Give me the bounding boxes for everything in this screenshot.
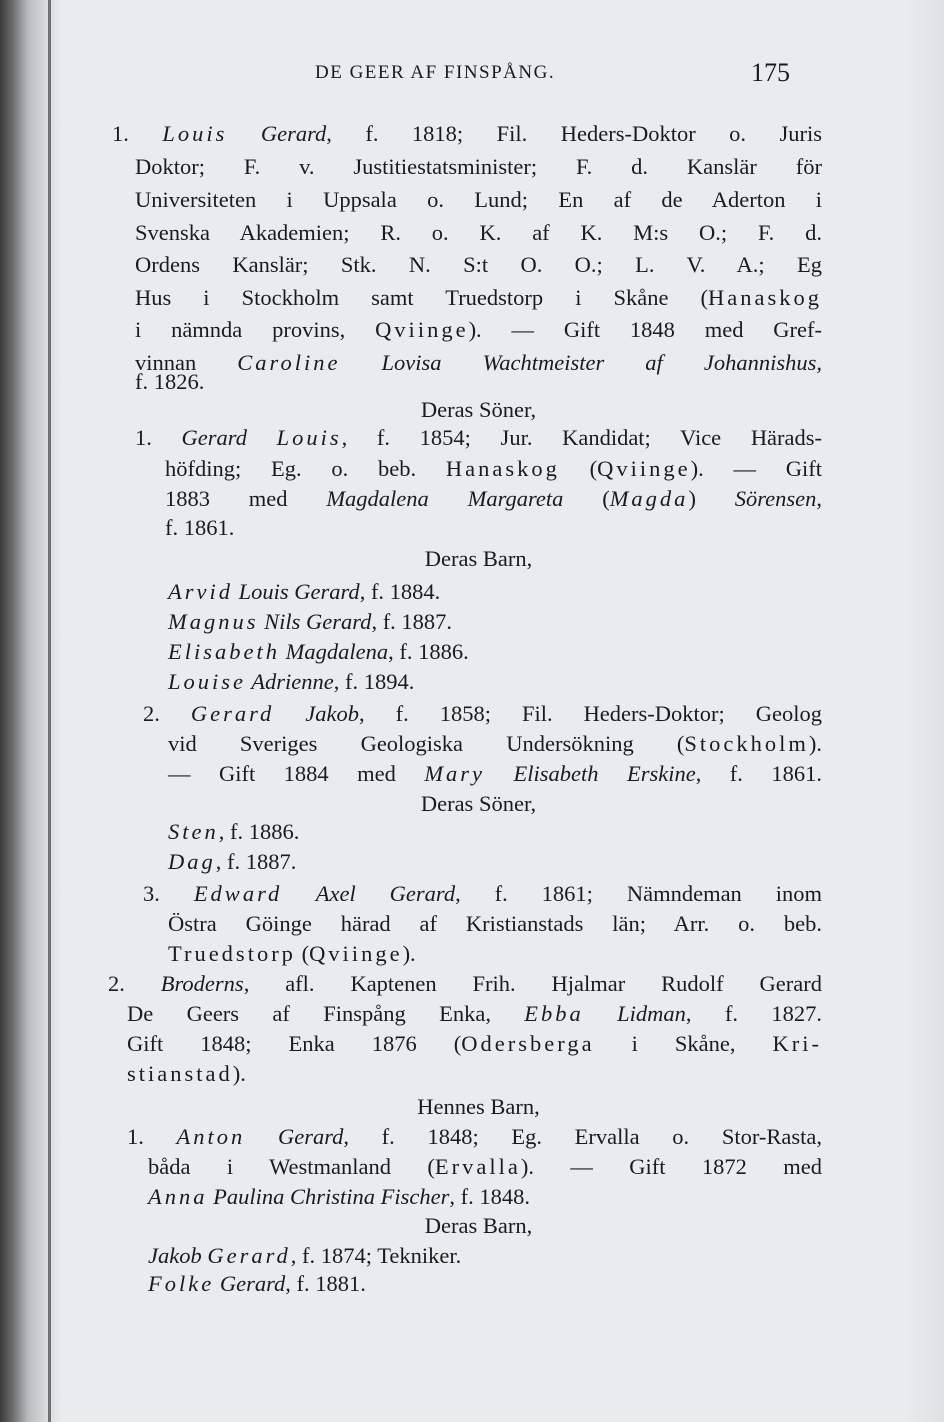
text-line (143, 700, 822, 728)
text-segment (227, 121, 260, 146)
name-text: Ebba (524, 1001, 584, 1026)
text-segment: vinnan (135, 350, 238, 375)
text-segment: Stockholm (684, 731, 809, 756)
text-segment: Truedstorp (168, 941, 296, 966)
text-segment: stianstad (127, 1061, 233, 1086)
text-line (135, 153, 822, 181)
text-segment: , f. 1886. (218, 819, 300, 844)
name-text: Louise (168, 669, 247, 694)
text-segment: Odersberga (461, 1031, 595, 1056)
text-line (148, 1242, 461, 1270)
text-segment: Qviinge (597, 456, 691, 481)
name-text: Sten (168, 819, 219, 844)
text-segment: Hennes Barn, (417, 1094, 540, 1119)
name-text: Magnus (168, 609, 259, 634)
text-line (148, 1153, 822, 1181)
name-text: Edward (193, 881, 283, 906)
name-text: Magda (609, 486, 689, 511)
name-text: Lovisa Wachtmeister af Johannishus, (340, 350, 822, 375)
text-segment: i Skåne, (594, 1031, 773, 1056)
text-segment: Ordens Kanslär; Stk. N. S:t O. O.; L. V. A.; Eg (135, 252, 822, 277)
text-line (135, 186, 822, 214)
text-segment: 1883 med (165, 486, 327, 511)
name-text: Magdalena (280, 639, 389, 664)
text-segment: ) (688, 486, 735, 511)
name-text: Paulina Christina Fischer (207, 1184, 450, 1209)
text-line (135, 1212, 822, 1240)
text-line (135, 284, 822, 312)
name-text: Louis Gerard (233, 579, 360, 604)
text-line (127, 1030, 822, 1058)
name-text: Sörensen (734, 486, 817, 511)
text-line (165, 514, 234, 542)
text-segment: , f. 1887. (215, 849, 297, 874)
text-segment: Kri- (772, 1031, 822, 1056)
text-segment: Ervalla (434, 1154, 521, 1179)
text-line (165, 485, 822, 513)
text-segment: , afl. Kaptenen Frih. Hjalmar Rudolf Gerard (243, 971, 823, 996)
text-segment: ). — Gift 1872 med (520, 1154, 822, 1179)
name-text: Caroline (237, 350, 341, 375)
text-line (148, 1270, 366, 1298)
text-segment: ). (402, 941, 416, 966)
name-text: Elisabeth Erskine (485, 761, 696, 786)
name-text: Dag (168, 849, 216, 874)
text-segment: , f. 1886. (388, 639, 469, 664)
text-line (135, 424, 822, 452)
text-line (148, 1183, 530, 1211)
text-segment: De Geers af Finspång Enka, (127, 1001, 525, 1026)
text-segment: 1. (112, 121, 163, 146)
text-segment: , f. 1884. (359, 579, 441, 604)
name-text: Lidman (583, 1001, 686, 1026)
text-segment: , f. 1881. (285, 1271, 366, 1296)
text-segment: Qviinge (309, 941, 403, 966)
text-line (165, 455, 822, 483)
text-segment: Universiteten i Uppsala o. Lund; En af de Aderton i (135, 187, 822, 212)
text-segment: ). (808, 731, 822, 756)
text-segment: höfding; Eg. o. beb. (165, 456, 446, 481)
text-line (127, 1000, 822, 1028)
text-line (135, 349, 822, 377)
name-text: Nils Gerard (258, 609, 372, 634)
text-line (143, 880, 822, 908)
text-line (168, 730, 822, 758)
text-segment: 1. (135, 425, 182, 450)
text-line (127, 1123, 822, 1151)
name-text: Louis (276, 425, 342, 450)
text-segment: 2. (108, 971, 161, 996)
text-segment: , f. 1861; Nämndeman inom (455, 881, 822, 906)
text-segment: , f. 1854; Jur. Kandidat; Vice Härads- (341, 425, 823, 450)
text-segment: , f. 1874; Tekniker. (290, 1243, 462, 1268)
name-text: Broderns (160, 971, 244, 996)
text-line (168, 760, 822, 788)
text-segment: 3. (143, 881, 194, 906)
text-line (135, 219, 822, 247)
page-header (300, 58, 790, 92)
text-segment: , (816, 486, 822, 511)
name-text: Elisabeth (168, 639, 280, 664)
text-segment: , f. 1861. (695, 761, 822, 786)
text-line (127, 1060, 246, 1088)
text-line (168, 818, 299, 846)
name-text: Arvid (168, 579, 233, 604)
text-segment: i nämnda provins, (135, 317, 376, 342)
text-line (168, 608, 452, 636)
name-text: Anna (148, 1184, 208, 1209)
page-edge (904, 0, 944, 1422)
name-text: Gerard (181, 425, 247, 450)
text-line (112, 120, 822, 148)
name-text: Jakob (274, 701, 359, 726)
text-segment: ). — Gift 1848 med Gref- (468, 317, 822, 342)
text-segment: Hanaskog (708, 285, 822, 310)
text-line (135, 396, 822, 424)
text-segment: Hus i Stockholm samt Truedstorp i Skåne ( (135, 285, 709, 310)
text-segment (247, 425, 277, 450)
running-title: DE GEER AF FINSPÅNG. (315, 62, 556, 83)
text-line (168, 638, 469, 666)
name-text: Gerard (260, 121, 327, 146)
text-segment: Deras Barn, (424, 1213, 533, 1238)
book-spine-shadow (0, 0, 62, 1422)
text-segment: , f. 1894. (333, 669, 415, 694)
text-segment: — Gift 1884 med (168, 761, 425, 786)
text-line (168, 848, 296, 876)
text-line (168, 910, 822, 938)
text-segment: Gift 1848; Enka 1876 ( (127, 1031, 462, 1056)
text-segment: Deras Söner, (420, 791, 537, 816)
text-segment: Östra Göinge härad af Kristianstads län; Arr. o. beb. (168, 911, 822, 936)
name-text: Adrienne (246, 669, 334, 694)
text-segment: Hanaskog (445, 456, 560, 481)
text-line (135, 1093, 822, 1121)
text-segment: f. 1826. (135, 369, 205, 394)
name-text: Jakob (148, 1243, 208, 1268)
text-line (135, 251, 822, 279)
text-segment: , f. 1848. (449, 1184, 530, 1209)
name-text: Mary (424, 761, 486, 786)
text-segment: Deras Söner, (420, 397, 537, 422)
name-text: Axel Gerard (282, 881, 456, 906)
text-line (135, 316, 822, 344)
name-text: Gerard (190, 701, 275, 726)
name-text: Louis (162, 121, 228, 146)
text-segment: Qviinge (375, 317, 469, 342)
text-segment: , f. 1827. (685, 1001, 822, 1026)
text-line (135, 545, 822, 573)
text-segment: Doktor; F. v. Justitiestatsminister; F. d. Kanslär för (135, 154, 822, 179)
name-text: Gerard (214, 1271, 286, 1296)
text-segment: 1. (127, 1124, 177, 1149)
text-line (108, 970, 822, 998)
text-segment: 2. (143, 701, 191, 726)
text-segment: ( (563, 486, 610, 511)
name-text: Folke (148, 1271, 215, 1296)
page-number: 175 (751, 58, 790, 87)
text-segment: , f. 1858; Fil. Heders-Doktor; Geolog (359, 701, 822, 726)
name-text: Magdalena Margareta (326, 486, 564, 511)
text-segment: båda i Westmanland ( (148, 1154, 435, 1179)
text-segment: vid Sveriges Geologiska Undersökning ( (168, 731, 685, 756)
text-segment: Deras Barn, (424, 546, 533, 571)
text-segment: , f. 1848; Eg. Ervalla o. Stor-Rasta, (343, 1124, 822, 1149)
text-line (135, 368, 204, 396)
text-line (168, 940, 416, 968)
text-segment: Svenska Akademien; R. o. K. af K. M:s O.; F. d. (135, 220, 822, 245)
name-text: Gerard (207, 1243, 291, 1268)
text-segment: , f. 1818; Fil. Heders-Doktor o. Juris (326, 121, 823, 146)
text-line (168, 668, 414, 696)
name-text: Anton (176, 1124, 246, 1149)
text-line (135, 790, 822, 818)
name-text: Gerard (245, 1124, 344, 1149)
text-segment: ( (295, 941, 310, 966)
text-segment: ). (232, 1061, 246, 1086)
text-segment: f. 1861. (165, 515, 235, 540)
text-segment: ). — Gift (690, 456, 822, 481)
text-segment: ( (559, 456, 598, 481)
text-line (168, 578, 440, 606)
text-segment: , f. 1887. (371, 609, 453, 634)
